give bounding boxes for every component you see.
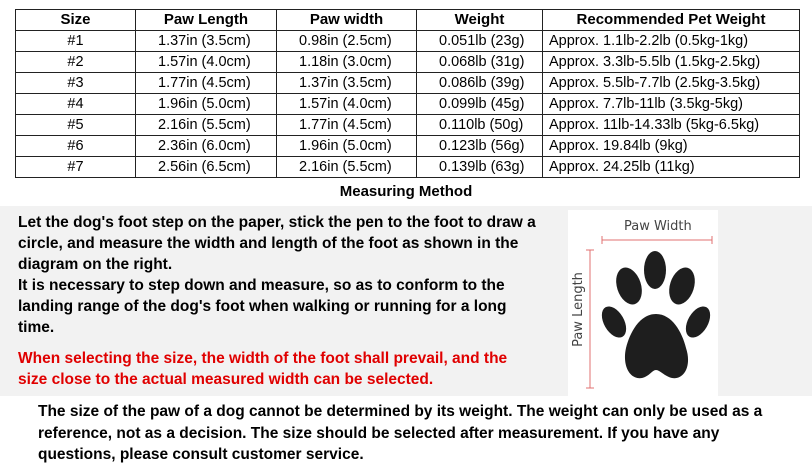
table-header-row xyxy=(16,10,800,31)
table-row xyxy=(16,73,800,94)
table-row xyxy=(16,52,800,73)
table-cell: Approx. 19.84lb (9kg) xyxy=(543,136,800,157)
table-cell: 1.77in (4.5cm) xyxy=(277,115,417,136)
table-cell: Approx. 7.7lb-11lb (3.5kg-5kg) xyxy=(543,94,800,115)
measuring-method-title: Measuring Method xyxy=(339,183,473,200)
table-cell: 2.16in (5.5cm) xyxy=(277,157,417,178)
paw-diagram-graphic xyxy=(568,210,718,396)
table-cell: 0.099lb (45g) xyxy=(417,94,543,115)
header-paw-length: Paw Length xyxy=(136,10,277,31)
table-cell: 1.37in (3.5cm) xyxy=(277,73,417,94)
paw-print-icon xyxy=(597,251,715,378)
table-cell: Approx. 11lb-14.33lb (5kg-6.5kg) xyxy=(543,115,800,136)
width-priority-warning: When selecting the size, the width of the foot shall prevail, and the size close to the actual measured width can be selected. xyxy=(18,350,508,388)
table-cell: 1.96in (5.0cm) xyxy=(136,94,277,115)
table-row xyxy=(16,31,800,52)
width-arrow xyxy=(602,236,712,244)
table-cell: #2 xyxy=(16,52,136,73)
header-recommended-weight: Recommended Pet Weight xyxy=(543,10,800,31)
table-cell: 0.068lb (31g) xyxy=(417,52,543,73)
table-cell: 1.77in (4.5cm) xyxy=(136,73,277,94)
table-cell: 2.56in (6.5cm) xyxy=(136,157,277,178)
table-cell: #3 xyxy=(16,73,136,94)
table-cell: 2.16in (5.5cm) xyxy=(136,115,277,136)
table-cell: 0.139lb (63g) xyxy=(417,157,543,178)
table-cell: #5 xyxy=(16,115,136,136)
length-arrow xyxy=(586,250,594,388)
measuring-method-panel xyxy=(0,206,812,396)
table-cell: Approx. 3.3lb-5.5lb (1.5kg-2.5kg) xyxy=(543,52,800,73)
instruction-paragraph-2: It is necessary to step down and measure, so as to conform to the landing range of the dog's foot when walking or running for a long time. xyxy=(18,277,507,336)
table-row xyxy=(16,115,800,136)
instructions xyxy=(18,212,538,390)
header-size: Size xyxy=(16,10,136,31)
table-cell: 0.051lb (23g) xyxy=(417,31,543,52)
table-cell: 0.98in (2.5cm) xyxy=(277,31,417,52)
table-cell: #4 xyxy=(16,94,136,115)
table-cell: 1.57in (4.0cm) xyxy=(277,94,417,115)
paw-width-label: Paw Width xyxy=(624,219,692,234)
table-cell: 1.96in (5.0cm) xyxy=(277,136,417,157)
table-cell: Approx. 5.5lb-7.7lb (2.5kg-3.5kg) xyxy=(543,73,800,94)
sizing-note: The size of the paw of a dog cannot be determined by its weight. The weight can only be used as a reference, not as a decision. The size should be selected after measurement. If you have any questions, please consult customer service. xyxy=(38,403,763,463)
table-cell: 0.123lb (56g) xyxy=(417,136,543,157)
table-cell: 1.37in (3.5cm) xyxy=(136,31,277,52)
table-cell: #1 xyxy=(16,31,136,52)
table-cell: 2.36in (6.0cm) xyxy=(136,136,277,157)
table-cell: 0.086lb (39g) xyxy=(417,73,543,94)
size-chart-table xyxy=(15,9,800,178)
paw-length-label: Paw Length xyxy=(570,272,586,347)
table-cell: Approx. 24.25lb (11kg) xyxy=(543,157,800,178)
paw-measurement-diagram xyxy=(568,210,718,396)
table-cell: 1.57in (4.0cm) xyxy=(136,52,277,73)
table-cell: #6 xyxy=(16,136,136,157)
instruction-paragraph-1: Let the dog's foot step on the paper, stick the pen to the foot to draw a circle, and measure the width and length of the foot as shown in the diagram on the right. xyxy=(18,214,536,273)
table-cell: 0.110lb (50g) xyxy=(417,115,543,136)
table-row xyxy=(16,136,800,157)
header-paw-width: Paw width xyxy=(277,10,417,31)
table-cell: Approx. 1.1lb-2.2lb (0.5kg-1kg) xyxy=(543,31,800,52)
table-cell: #7 xyxy=(16,157,136,178)
table-row xyxy=(16,94,800,115)
table-cell: 1.18in (3.0cm) xyxy=(277,52,417,73)
header-weight: Weight xyxy=(417,10,543,31)
table-row xyxy=(16,157,800,178)
